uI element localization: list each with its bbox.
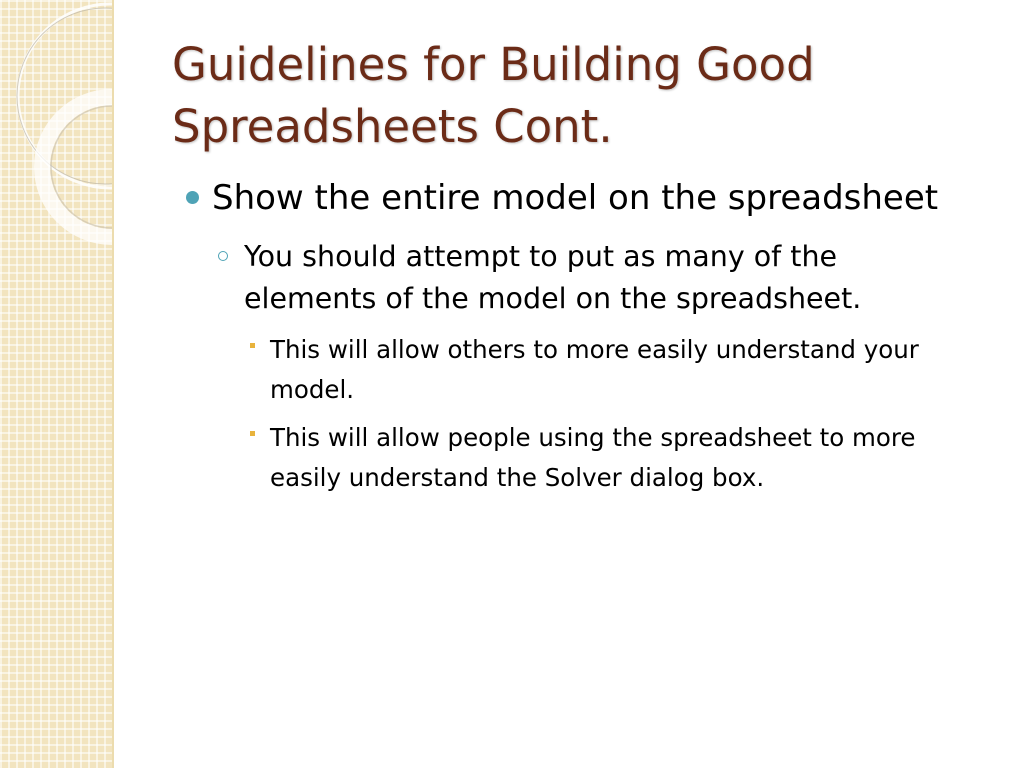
bullet-square-icon	[250, 343, 255, 348]
bullet-text: You should attempt to put as many of the elements of the model on the spreadsheet.	[244, 240, 862, 315]
bullet-square-icon	[250, 431, 255, 436]
bullet-dot-icon	[186, 191, 199, 204]
bullet-level-1	[180, 172, 980, 224]
bullet-text: This will allow others to more easily understand your model.	[270, 335, 919, 404]
decorative-side-band	[0, 0, 114, 768]
bullet-level-2	[244, 236, 944, 320]
slide-title: Guidelines for Building Good Spreadsheets Cont.	[172, 38, 815, 153]
bullet-level-3	[270, 330, 960, 410]
bullet-ring-icon	[218, 251, 228, 261]
bullet-text: Show the entire model on the spreadsheet	[212, 178, 939, 218]
bullet-level-3	[270, 418, 960, 498]
slide-body	[180, 172, 980, 498]
bullet-text: This will allow people using the spreadsheet to more easily understand the Solver dialog box.	[270, 423, 916, 492]
decorative-rings	[0, 0, 112, 768]
